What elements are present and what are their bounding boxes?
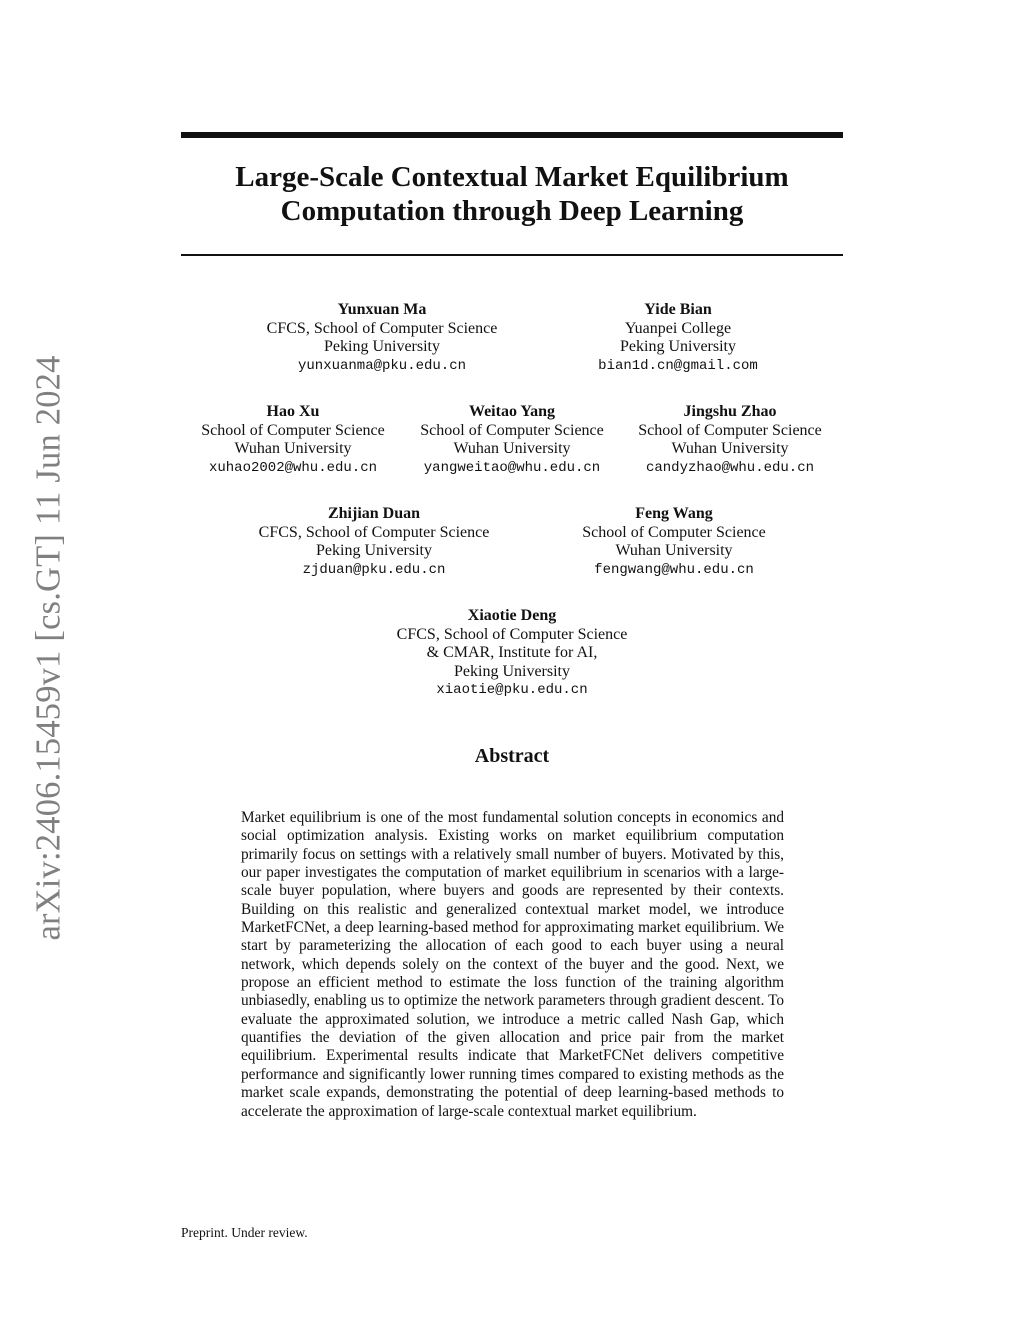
arxiv-identifier: arXiv:2406.15459v1 [cs.GT] 11 Jun 2024 xyxy=(29,355,68,941)
abstract-text: Market equilibrium is one of the most fundamental solution concepts in economics and social optimization analysis. Existing works on market equilibrium computation primarily focus on settings with a relatively small number of buyers. Motivated by this, our paper investigates the computation of market equilibrium in scenarios with a large-scale buyer population, where buyers and goods are represented by their contexts. Building on this realistic and generalized contextual market model, we introduce MarketFCNet, a deep learning-based method for approximating market equilibrium. We start by parameterizing the allocation of each good to each buyer using a neural network, which depends solely on the context of the buyer and the good. Next, we propose an efficient method to estimate the loss function of the training algorithm unbiasedly, enabling us to optimize the network parameters through gradient descent. To evaluate the approximated solution, we introduce a metric called Nash Gap, which quantifies the deviation of the given allocation and price pair from the market equilibrium. Experimental results indicate that MarketFCNet delivers competitive performance and significantly lower running times compared to existing methods as the market scale expands, demonstrating the potential of deep learning-based methods to accelerate the approximation of large-scale contextual market equilibrium. xyxy=(241,809,784,1120)
author-affiliation-secondary: & CMAR, Institute for AI, xyxy=(426,644,598,661)
author-institution: Peking University xyxy=(454,662,570,680)
author-name: Feng Wang xyxy=(635,505,713,522)
paper-title xyxy=(181,160,843,228)
author-affiliation: School of Computer Science xyxy=(420,421,604,439)
author-institution: Wuhan University xyxy=(671,440,789,457)
title-top-rule xyxy=(181,132,843,138)
author-email[interactable]: candyzhao@whu.edu.cn xyxy=(645,459,815,476)
author-email[interactable]: yangweitao@whu.edu.cn xyxy=(423,459,601,476)
title-line-2: Computation through Deep Learning xyxy=(280,195,744,227)
author-institution: Peking University xyxy=(324,338,440,355)
preprint-footnote: Preprint. Under review. xyxy=(181,1225,308,1240)
author-email[interactable]: bian1d.cn@gmail.com xyxy=(598,357,758,374)
author-name: Hao Xu xyxy=(266,403,320,420)
abstract-heading: Abstract xyxy=(474,745,550,767)
author-block xyxy=(259,505,490,579)
author-name: Yunxuan Ma xyxy=(337,301,427,318)
author-block xyxy=(201,403,385,477)
author-institution: Wuhan University xyxy=(453,440,571,457)
author-block xyxy=(397,607,628,700)
author-email[interactable]: fengwang@whu.edu.cn xyxy=(594,561,754,578)
author-institution: Peking University xyxy=(619,338,736,355)
author-name: Zhijian Duan xyxy=(327,505,421,522)
author-name: Yide Bian xyxy=(644,301,712,318)
author-block xyxy=(638,403,822,477)
author-block xyxy=(582,505,766,579)
author-affiliation: School of Computer Science xyxy=(582,523,766,541)
author-affiliation: School of Computer Science xyxy=(201,421,385,439)
author-email[interactable]: yunxuanma@pku.edu.cn xyxy=(297,357,467,374)
author-affiliation: Yuanpei College xyxy=(624,319,732,337)
title-line-1: Large-Scale Contextual Market Equilibrium xyxy=(235,161,789,193)
author-affiliation: School of Computer Science xyxy=(638,421,822,439)
title-bottom-rule xyxy=(181,254,843,256)
author-name: Xiaotie Deng xyxy=(467,607,557,624)
author-email[interactable]: xiaotie@pku.edu.cn xyxy=(436,682,588,698)
author-institution: Wuhan University xyxy=(234,440,352,457)
author-block xyxy=(267,301,498,375)
author-institution: Peking University xyxy=(316,542,432,559)
author-affiliation: CFCS, School of Computer Science xyxy=(396,625,628,643)
author-email[interactable]: zjduan@pku.edu.cn xyxy=(302,561,446,578)
author-institution: Wuhan University xyxy=(615,542,733,559)
author-block xyxy=(598,301,758,375)
author-block xyxy=(420,403,604,477)
author-affiliation: CFCS, School of Computer Science xyxy=(258,523,490,541)
author-name: Weitao Yang xyxy=(468,403,556,420)
author-affiliation: CFCS, School of Computer Science xyxy=(266,319,498,337)
author-email[interactable]: xuhao2002@whu.edu.cn xyxy=(208,459,378,476)
author-name: Jingshu Zhao xyxy=(683,403,777,420)
